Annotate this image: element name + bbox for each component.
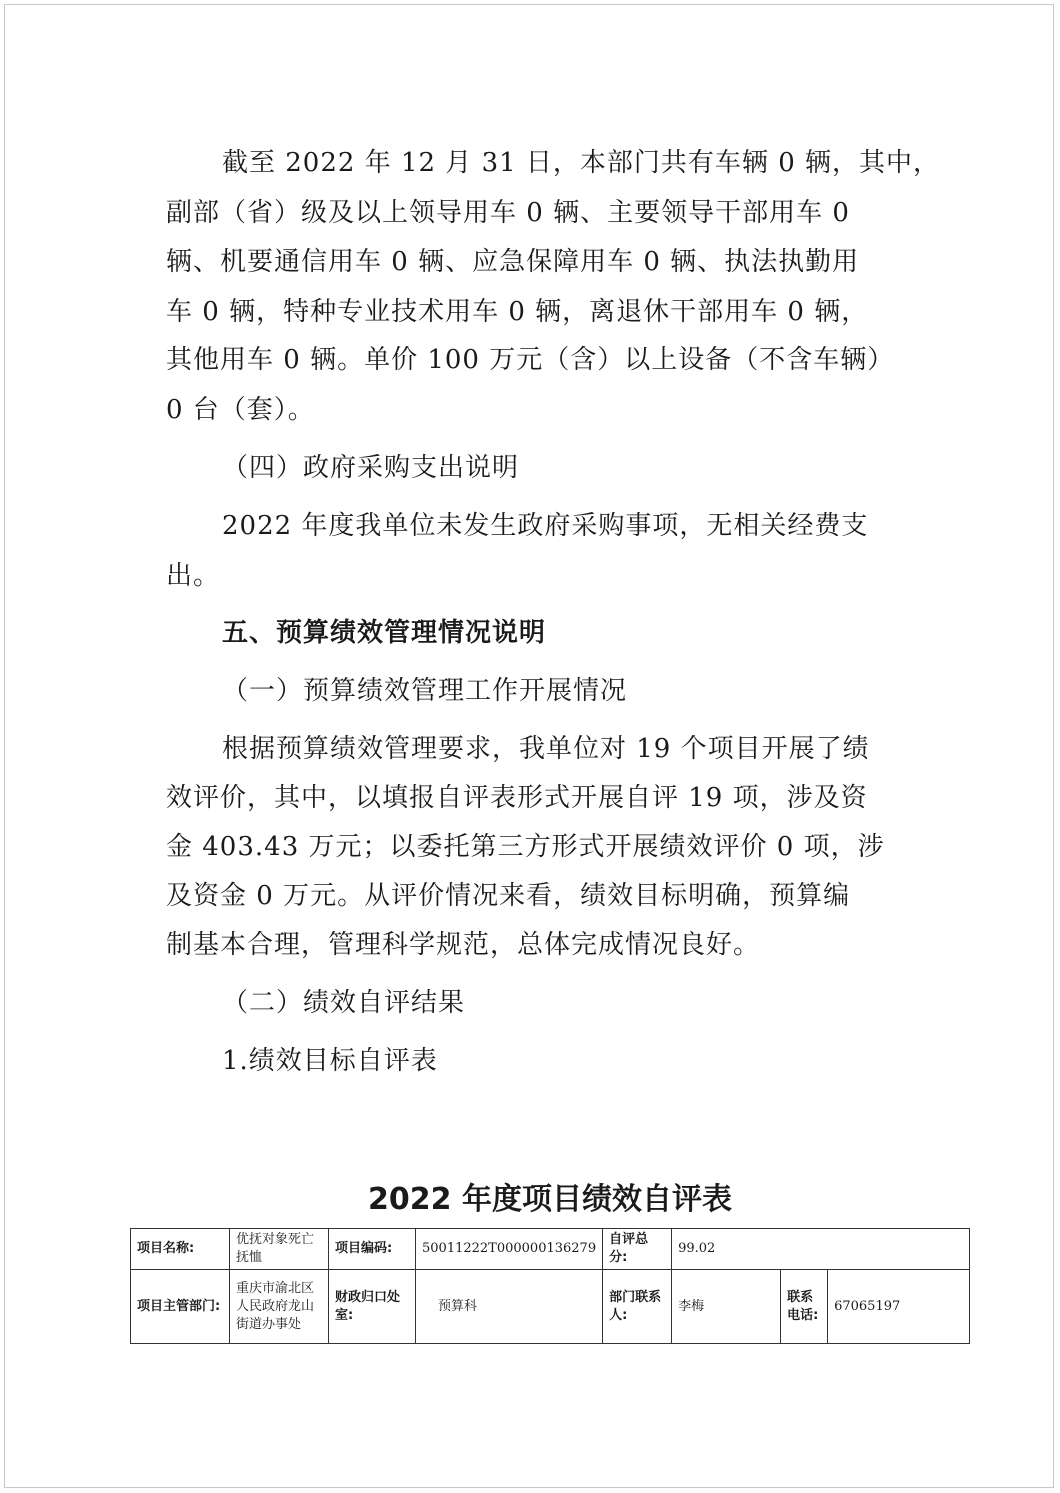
dept-label: 项目主管部门:: [131, 1270, 230, 1344]
performance-table: [130, 1228, 970, 1344]
paragraph-line: 出。: [166, 561, 221, 591]
section-heading: （二）绩效自评结果: [222, 988, 466, 1018]
paragraph-line: 副部（省）级及以上领导用车 0 辆、主要领导干部用车 0: [166, 198, 850, 228]
project-name-label: 项目名称:: [131, 1229, 230, 1270]
project-name: 优抚对象死亡抚恤: [230, 1229, 329, 1270]
project-code: 50011222T000000136279: [416, 1229, 603, 1270]
contact-label: 部门联系人:: [603, 1270, 672, 1344]
chapter-heading: 五、预算绩效管理情况说明: [222, 618, 547, 648]
section-heading: （四）政府采购支出说明: [222, 453, 520, 483]
score: 99.02: [672, 1229, 970, 1270]
paragraph-line: 车 0 辆，特种专业技术用车 0 辆，离退休干部用车 0 辆，: [166, 297, 869, 327]
score-label: 自评总分:: [603, 1229, 672, 1270]
paragraph-line: 金 403.43 万元；以委托第三方形式开展绩效评价 0 项，涉: [166, 832, 885, 862]
phone-number: 67065197: [828, 1270, 970, 1344]
paragraph-line: 及资金 0 万元。从评价情况来看，绩效目标明确，预算编: [166, 881, 851, 911]
paragraph-line: 制基本合理，管理科学规范，总体完成情况良好。: [166, 930, 761, 960]
phone-label: 联系电话:: [781, 1270, 828, 1344]
project-code-label: 项目编码:: [329, 1229, 416, 1270]
paragraph-line: 截至 2022 年 12 月 31 日，本部门共有车辆 0 辆，其中，: [222, 148, 940, 178]
finance-office: 预算科: [416, 1270, 603, 1344]
paragraph-line: 根据预算绩效管理要求，我单位对 19 个项目开展了绩: [222, 734, 870, 764]
paragraph-line: 0 台（套）。: [166, 395, 315, 425]
table-row: [131, 1270, 970, 1344]
section-heading: （一）预算绩效管理工作开展情况: [222, 676, 628, 706]
table-row: [131, 1229, 970, 1270]
paragraph-line: 其他用车 0 辆。单价 100 万元（含）以上设备（不含车辆）: [166, 345, 895, 375]
subsection-heading: 1.绩效目标自评表: [222, 1046, 438, 1076]
paragraph-line: 2022 年度我单位未发生政府采购事项，无相关经费支: [222, 511, 869, 541]
paragraph-line: 辆、机要通信用车 0 辆、应急保障用车 0 辆、执法执勤用: [166, 247, 860, 277]
dept: 重庆市渝北区人民政府龙山街道办事处: [230, 1270, 329, 1344]
paragraph-line: 效评价，其中，以填报自评表形式开展自评 19 项，涉及资: [166, 783, 868, 813]
finance-label: 财政归口处室:: [329, 1270, 416, 1344]
table-title: 2022 年度项目绩效自评表: [368, 1182, 732, 1217]
contact-person: 李梅: [672, 1270, 781, 1344]
